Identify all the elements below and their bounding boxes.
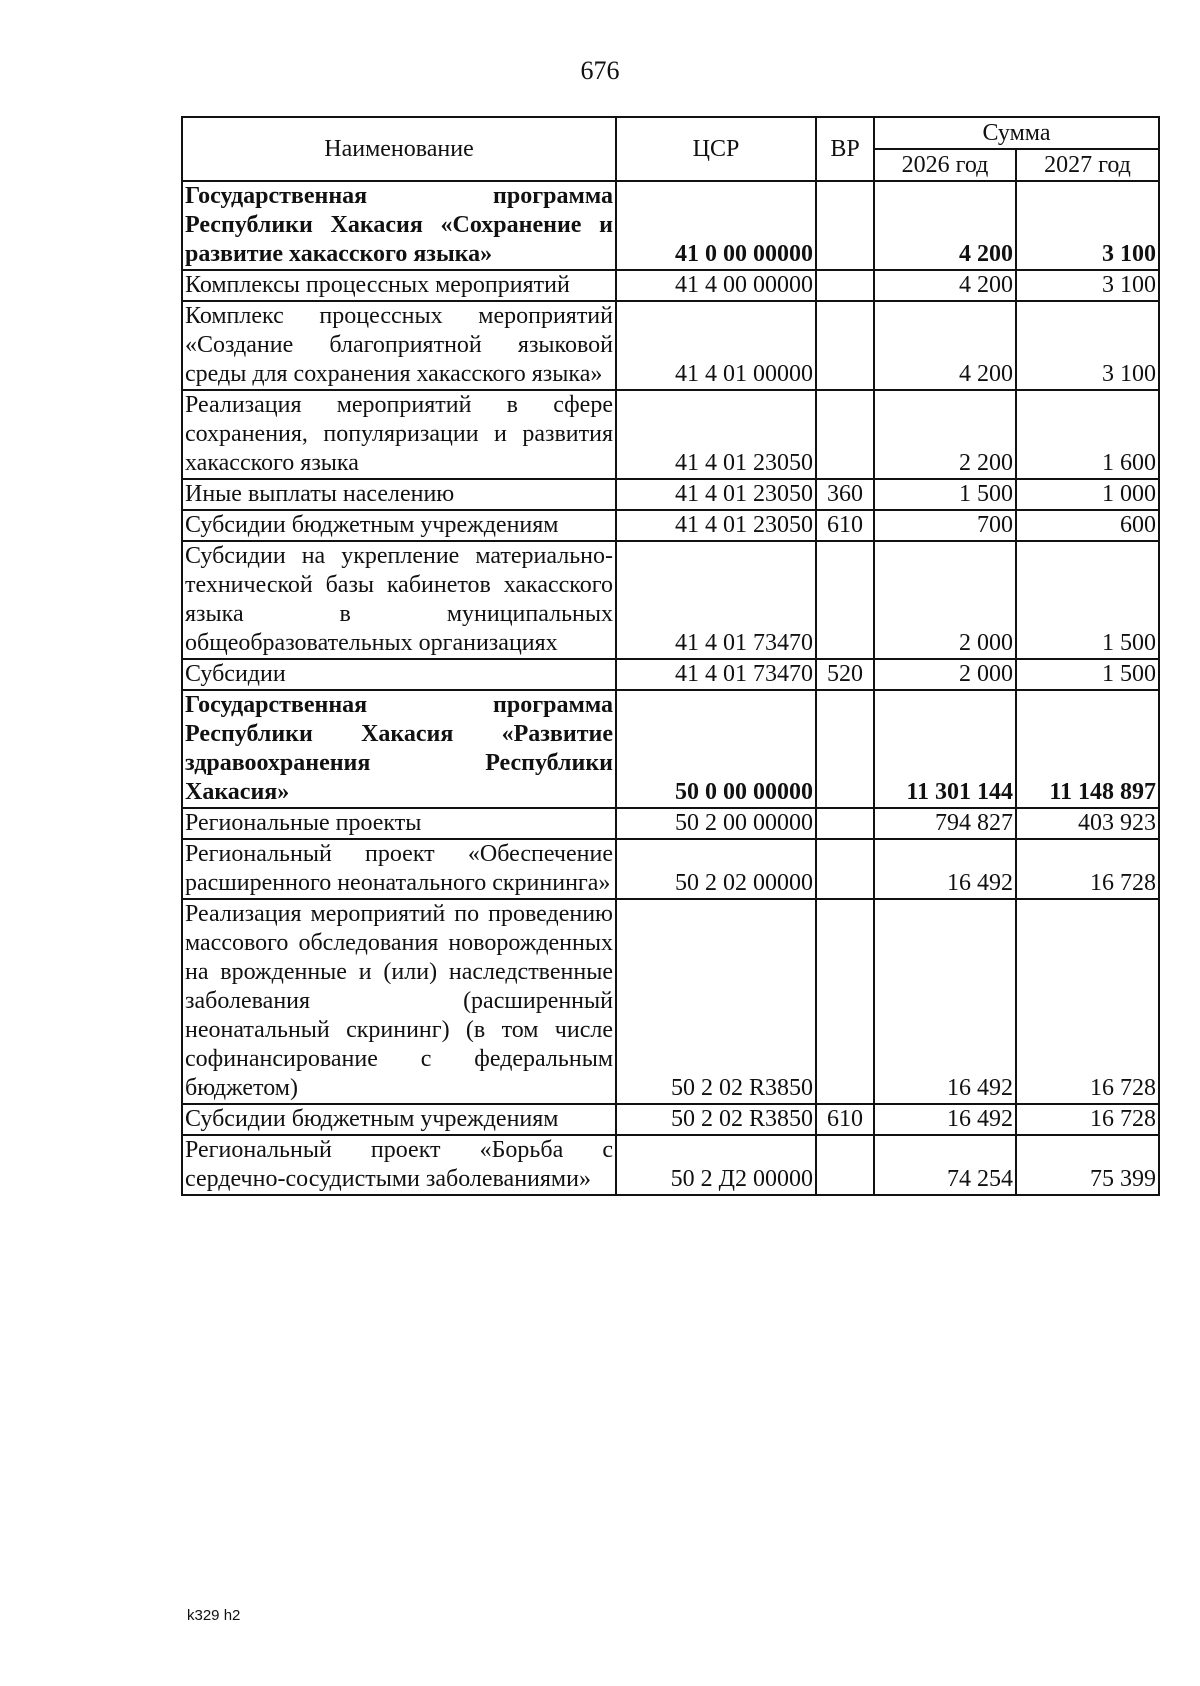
row-vr-cell [816, 301, 874, 390]
row-amount-2027-cell: 3 100 [1016, 181, 1159, 270]
budget-table [181, 116, 1160, 1196]
row-amount-2027-cell: 16 728 [1016, 899, 1159, 1104]
page-number: 676 [580, 56, 620, 85]
table-row [182, 1135, 1159, 1195]
table-header [182, 117, 1159, 181]
row-vr-cell [816, 541, 874, 659]
row-amount-2026-cell: 16 492 [874, 899, 1016, 1104]
header-sum: Сумма [874, 117, 1159, 149]
row-name-cell: Реализация мероприятий в сфере сохранения, популяризации и развития хакасского языка [182, 390, 616, 479]
row-amount-2026-cell: 11 301 144 [874, 690, 1016, 808]
row-amount-2027-cell: 1 500 [1016, 541, 1159, 659]
row-vr-cell [816, 1135, 874, 1195]
row-amount-2026-cell: 4 200 [874, 181, 1016, 270]
row-csr-cell: 41 4 01 23050 [616, 510, 816, 541]
row-vr-cell [816, 181, 874, 270]
row-amount-2026-cell: 4 200 [874, 270, 1016, 301]
footer-code: k329 h2 [187, 1607, 241, 1624]
header-csr: ЦСР [616, 117, 816, 181]
row-amount-2027-cell: 11 148 897 [1016, 690, 1159, 808]
row-vr-cell: 360 [816, 479, 874, 510]
row-csr-cell: 41 0 00 00000 [616, 181, 816, 270]
row-amount-2026-cell: 16 492 [874, 839, 1016, 899]
row-vr-cell [816, 899, 874, 1104]
row-name-cell: Субсидии [182, 659, 616, 690]
row-name-cell: Субсидии на укрепление материально-технической базы кабинетов хакасского языка в муниципальных общеобразовательных организациях [182, 541, 616, 659]
row-amount-2027-cell: 403 923 [1016, 808, 1159, 839]
header-year-2027: 2027 год [1016, 149, 1159, 181]
header-vr: ВР [816, 117, 874, 181]
table-row [182, 301, 1159, 390]
header-year-2026: 2026 год [874, 149, 1016, 181]
row-amount-2027-cell: 600 [1016, 510, 1159, 541]
row-name-cell: Региональный проект «Борьба с сердечно-сосудистыми заболеваниями» [182, 1135, 616, 1195]
row-vr-cell [816, 690, 874, 808]
row-amount-2026-cell: 4 200 [874, 301, 1016, 390]
row-csr-cell: 41 4 01 00000 [616, 301, 816, 390]
row-csr-cell: 50 2 00 00000 [616, 808, 816, 839]
row-vr-cell [816, 270, 874, 301]
row-name-cell: Региональный проект «Обеспечение расширенного неонатального скрининга» [182, 839, 616, 899]
table-row [182, 808, 1159, 839]
row-amount-2027-cell: 1 600 [1016, 390, 1159, 479]
row-amount-2026-cell: 74 254 [874, 1135, 1016, 1195]
row-vr-cell: 610 [816, 1104, 874, 1135]
row-amount-2027-cell: 3 100 [1016, 270, 1159, 301]
row-name-cell: Комплекс процессных мероприятий «Создание благоприятной языковой среды для сохранения хакасского языка» [182, 301, 616, 390]
row-amount-2027-cell: 1 500 [1016, 659, 1159, 690]
row-name-cell: Комплексы процессных мероприятий [182, 270, 616, 301]
row-vr-cell [816, 390, 874, 479]
table-row [182, 541, 1159, 659]
row-name-cell: Реализация мероприятий по проведению массового обследования новорожденных на врожденные и (или) наследственные заболевания (расширенный неонатальный скрининг) (в том числе софинансирование с федеральным бюджетом) [182, 899, 616, 1104]
row-csr-cell: 41 4 01 73470 [616, 659, 816, 690]
table-row [182, 690, 1159, 808]
table-row [182, 390, 1159, 479]
header-name: Наименование [182, 117, 616, 181]
row-name-cell: Субсидии бюджетным учреждениям [182, 510, 616, 541]
row-csr-cell: 41 4 01 23050 [616, 479, 816, 510]
row-csr-cell: 50 2 02 R3850 [616, 1104, 816, 1135]
row-amount-2026-cell: 2 000 [874, 659, 1016, 690]
row-amount-2027-cell: 3 100 [1016, 301, 1159, 390]
row-amount-2026-cell: 1 500 [874, 479, 1016, 510]
row-name-cell: Иные выплаты населению [182, 479, 616, 510]
row-amount-2026-cell: 2 000 [874, 541, 1016, 659]
row-name-cell: Государственная программа Республики Хакасия «Сохранение и развитие хакасского языка» [182, 181, 616, 270]
table-row [182, 659, 1159, 690]
row-csr-cell: 41 4 00 00000 [616, 270, 816, 301]
row-amount-2027-cell: 1 000 [1016, 479, 1159, 510]
table-row [182, 1104, 1159, 1135]
row-csr-cell: 50 2 02 00000 [616, 839, 816, 899]
table-row [182, 839, 1159, 899]
row-csr-cell: 50 0 00 00000 [616, 690, 816, 808]
row-name-cell: Субсидии бюджетным учреждениям [182, 1104, 616, 1135]
row-amount-2026-cell: 2 200 [874, 390, 1016, 479]
table-row [182, 270, 1159, 301]
row-amount-2027-cell: 16 728 [1016, 839, 1159, 899]
row-name-cell: Государственная программа Республики Хакасия «Развитие здравоохранения Республики Хакасия» [182, 690, 616, 808]
table-row [182, 479, 1159, 510]
row-vr-cell [816, 808, 874, 839]
row-csr-cell: 50 2 02 R3850 [616, 899, 816, 1104]
row-amount-2026-cell: 16 492 [874, 1104, 1016, 1135]
row-amount-2026-cell: 700 [874, 510, 1016, 541]
row-csr-cell: 41 4 01 23050 [616, 390, 816, 479]
row-csr-cell: 50 2 Д2 00000 [616, 1135, 816, 1195]
row-csr-cell: 41 4 01 73470 [616, 541, 816, 659]
row-amount-2026-cell: 794 827 [874, 808, 1016, 839]
table-row [182, 181, 1159, 270]
row-vr-cell: 520 [816, 659, 874, 690]
row-amount-2027-cell: 75 399 [1016, 1135, 1159, 1195]
row-amount-2027-cell: 16 728 [1016, 1104, 1159, 1135]
table-row [182, 899, 1159, 1104]
table-body [182, 181, 1159, 1195]
row-name-cell: Региональные проекты [182, 808, 616, 839]
row-vr-cell [816, 839, 874, 899]
table-row [182, 510, 1159, 541]
row-vr-cell: 610 [816, 510, 874, 541]
